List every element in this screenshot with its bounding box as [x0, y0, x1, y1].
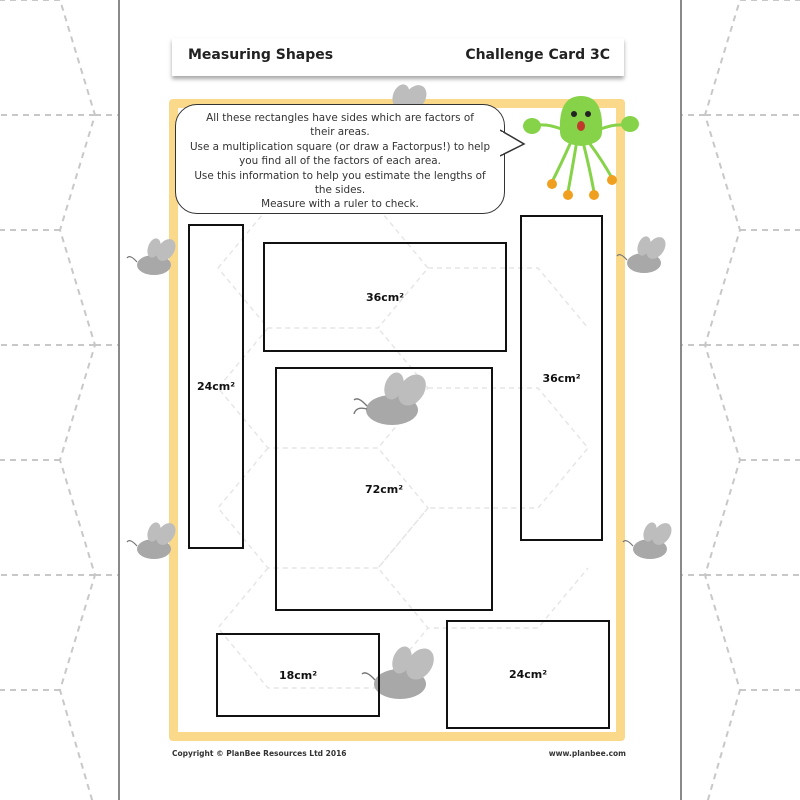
- instruction-bubble: [175, 104, 505, 214]
- instruction-line: All these rectangles have sides which are factors of: [206, 112, 474, 124]
- instruction-line: Use this information to help you estimate the lengths of: [194, 169, 486, 182]
- fly-icon: [614, 236, 674, 278]
- instruction-line: the sides.: [314, 184, 366, 197]
- rectangle-72cm2: [275, 367, 493, 611]
- instruction-line: Measure with a ruler to check.: [261, 198, 419, 211]
- fly-icon: [124, 522, 184, 564]
- area-label: 36cm²: [542, 371, 581, 385]
- rectangle-18cm2: [216, 633, 380, 717]
- rectangle-36cm2-tall: [520, 215, 603, 541]
- challenge-card-label: Challenge Card 3C: [465, 47, 610, 63]
- area-label: 36cm²: [365, 290, 405, 304]
- instruction-line: Use a multiplication square (or draw a Factorpus!) to help: [189, 140, 491, 153]
- page-title: Measuring Shapes: [188, 47, 334, 63]
- rectangle-24cm2-wide: [446, 620, 610, 729]
- fly-icon: [124, 238, 184, 280]
- area-label: 18cm²: [278, 668, 318, 682]
- instruction-text: [176, 111, 504, 212]
- rectangle-24cm2-tall: [188, 224, 244, 549]
- area-label: 72cm²: [364, 482, 404, 496]
- factorpus-mascot-icon: [518, 92, 644, 204]
- instruction-line: their areas.: [310, 126, 370, 139]
- rectangle-36cm2-wide: [263, 242, 507, 352]
- area-label: 24cm²: [196, 380, 236, 393]
- area-label: 24cm²: [508, 668, 548, 681]
- instruction-line: you find all of the factors of each area.: [239, 155, 441, 168]
- fly-icon: [620, 522, 680, 564]
- website-link[interactable]: www.planbee.com: [548, 749, 626, 758]
- copyright-text: Copyright © PlanBee Resources Ltd 2016: [172, 749, 347, 758]
- card-header: [172, 38, 624, 76]
